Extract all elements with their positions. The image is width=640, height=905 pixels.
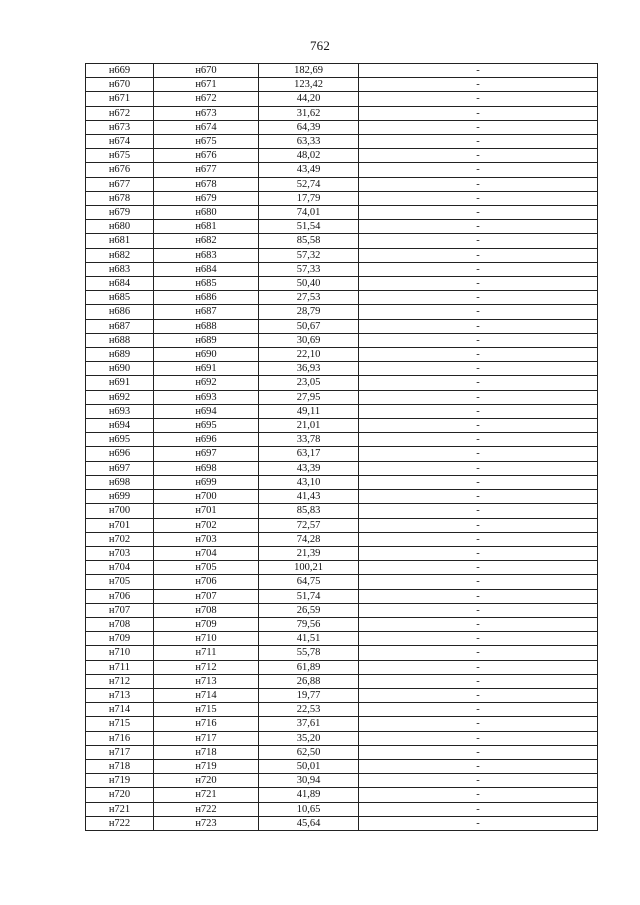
cell-point-from: н696 <box>86 447 154 461</box>
cell-point-to: н699 <box>154 475 259 489</box>
cell-point-from: н722 <box>86 816 154 830</box>
cell-dash: - <box>359 419 598 433</box>
cell-point-to: н679 <box>154 191 259 205</box>
cell-length: 28,79 <box>259 305 359 319</box>
cell-dash: - <box>359 632 598 646</box>
cell-length: 51,54 <box>259 220 359 234</box>
cell-point-to: н693 <box>154 390 259 404</box>
table-row <box>86 248 598 262</box>
cell-point-from: н695 <box>86 433 154 447</box>
cell-point-to: н680 <box>154 206 259 220</box>
cell-length: 31,62 <box>259 106 359 120</box>
table-row <box>86 788 598 802</box>
cell-dash: - <box>359 788 598 802</box>
cell-point-from: н671 <box>86 92 154 106</box>
cell-length: 182,69 <box>259 64 359 78</box>
cell-length: 17,79 <box>259 191 359 205</box>
cell-dash: - <box>359 717 598 731</box>
cell-point-to: н721 <box>154 788 259 802</box>
cell-dash: - <box>359 674 598 688</box>
cell-point-from: н714 <box>86 703 154 717</box>
table-row <box>86 603 598 617</box>
cell-length: 37,61 <box>259 717 359 731</box>
cell-length: 85,83 <box>259 504 359 518</box>
cell-point-to: н707 <box>154 589 259 603</box>
cell-point-to: н695 <box>154 419 259 433</box>
table-row <box>86 816 598 830</box>
cell-point-from: н689 <box>86 348 154 362</box>
table-row <box>86 532 598 546</box>
cell-length: 52,74 <box>259 177 359 191</box>
table-row <box>86 617 598 631</box>
cell-point-from: н716 <box>86 731 154 745</box>
table-row <box>86 589 598 603</box>
cell-point-from: н669 <box>86 64 154 78</box>
cell-point-to: н678 <box>154 177 259 191</box>
cell-length: 48,02 <box>259 149 359 163</box>
cell-point-from: н690 <box>86 362 154 376</box>
table-row <box>86 688 598 702</box>
cell-length: 72,57 <box>259 518 359 532</box>
cell-point-to: н672 <box>154 92 259 106</box>
table-row <box>86 504 598 518</box>
table-row <box>86 234 598 248</box>
cell-point-to: н718 <box>154 745 259 759</box>
cell-length: 43,49 <box>259 163 359 177</box>
cell-dash: - <box>359 745 598 759</box>
table-row <box>86 759 598 773</box>
cell-length: 85,58 <box>259 234 359 248</box>
cell-dash: - <box>359 78 598 92</box>
cell-point-to: н688 <box>154 319 259 333</box>
cell-point-to: н700 <box>154 490 259 504</box>
cell-dash: - <box>359 333 598 347</box>
table-row <box>86 433 598 447</box>
table-row <box>86 490 598 504</box>
cell-length: 21,39 <box>259 546 359 560</box>
table-row <box>86 660 598 674</box>
cell-dash: - <box>359 191 598 205</box>
cell-point-from: н673 <box>86 120 154 134</box>
cell-length: 36,93 <box>259 362 359 376</box>
table-row <box>86 92 598 106</box>
cell-point-from: н711 <box>86 660 154 674</box>
cell-length: 123,42 <box>259 78 359 92</box>
cell-point-from: н678 <box>86 191 154 205</box>
cell-point-to: н671 <box>154 78 259 92</box>
table-row <box>86 561 598 575</box>
cell-point-to: н703 <box>154 532 259 546</box>
cell-point-from: н717 <box>86 745 154 759</box>
cell-point-from: н710 <box>86 646 154 660</box>
cell-point-from: н712 <box>86 674 154 688</box>
cell-length: 61,89 <box>259 660 359 674</box>
table-row <box>86 191 598 205</box>
table-row <box>86 518 598 532</box>
cell-point-to: н712 <box>154 660 259 674</box>
cell-point-to: н694 <box>154 404 259 418</box>
cell-point-to: н684 <box>154 262 259 276</box>
cell-point-from: н719 <box>86 774 154 788</box>
cell-point-from: н698 <box>86 475 154 489</box>
table-row <box>86 319 598 333</box>
cell-point-from: н721 <box>86 802 154 816</box>
cell-dash: - <box>359 390 598 404</box>
cell-length: 19,77 <box>259 688 359 702</box>
cell-dash: - <box>359 234 598 248</box>
cell-dash: - <box>359 518 598 532</box>
cell-point-to: н683 <box>154 248 259 262</box>
cell-length: 50,67 <box>259 319 359 333</box>
cell-point-from: н687 <box>86 319 154 333</box>
cell-dash: - <box>359 220 598 234</box>
cell-length: 22,10 <box>259 348 359 362</box>
cell-point-from: н699 <box>86 490 154 504</box>
cell-point-from: н718 <box>86 759 154 773</box>
cell-length: 51,74 <box>259 589 359 603</box>
cell-point-from: н692 <box>86 390 154 404</box>
table-row <box>86 149 598 163</box>
cell-point-from: н672 <box>86 106 154 120</box>
cell-length: 44,20 <box>259 92 359 106</box>
cell-length: 63,17 <box>259 447 359 461</box>
cell-dash: - <box>359 532 598 546</box>
cell-dash: - <box>359 617 598 631</box>
table-row <box>86 674 598 688</box>
table-row <box>86 277 598 291</box>
cell-point-to: н677 <box>154 163 259 177</box>
cell-dash: - <box>359 802 598 816</box>
cell-dash: - <box>359 816 598 830</box>
cell-dash: - <box>359 703 598 717</box>
cell-dash: - <box>359 660 598 674</box>
cell-point-to: н719 <box>154 759 259 773</box>
cell-point-from: н680 <box>86 220 154 234</box>
cell-point-to: н681 <box>154 220 259 234</box>
cell-point-from: н697 <box>86 461 154 475</box>
cell-dash: - <box>359 504 598 518</box>
table-body <box>86 64 598 831</box>
table-row <box>86 64 598 78</box>
cell-point-to: н709 <box>154 617 259 631</box>
cell-point-from: н702 <box>86 532 154 546</box>
cell-length: 55,78 <box>259 646 359 660</box>
cell-length: 30,94 <box>259 774 359 788</box>
cell-point-to: н682 <box>154 234 259 248</box>
cell-dash: - <box>359 731 598 745</box>
cell-point-from: н684 <box>86 277 154 291</box>
cell-point-from: н670 <box>86 78 154 92</box>
table-row <box>86 291 598 305</box>
cell-point-from: н708 <box>86 617 154 631</box>
cell-length: 41,51 <box>259 632 359 646</box>
cell-point-to: н685 <box>154 277 259 291</box>
cell-length: 33,78 <box>259 433 359 447</box>
table-row <box>86 177 598 191</box>
cell-dash: - <box>359 64 598 78</box>
table-row <box>86 632 598 646</box>
cell-point-to: н716 <box>154 717 259 731</box>
cell-length: 57,33 <box>259 262 359 276</box>
cell-dash: - <box>359 163 598 177</box>
table-row <box>86 774 598 788</box>
cell-length: 63,33 <box>259 135 359 149</box>
cell-dash: - <box>359 404 598 418</box>
cell-dash: - <box>359 177 598 191</box>
table-row <box>86 78 598 92</box>
cell-length: 49,11 <box>259 404 359 418</box>
table-row <box>86 646 598 660</box>
cell-point-from: н688 <box>86 333 154 347</box>
cell-point-from: н713 <box>86 688 154 702</box>
cell-point-from: н704 <box>86 561 154 575</box>
cell-point-from: н683 <box>86 262 154 276</box>
cell-point-to: н705 <box>154 561 259 575</box>
table-row <box>86 717 598 731</box>
cell-dash: - <box>359 248 598 262</box>
cell-dash: - <box>359 149 598 163</box>
cell-length: 23,05 <box>259 376 359 390</box>
cell-dash: - <box>359 603 598 617</box>
cell-point-to: н715 <box>154 703 259 717</box>
table-row <box>86 206 598 220</box>
cell-point-to: н704 <box>154 546 259 560</box>
cell-point-to: н687 <box>154 305 259 319</box>
cell-dash: - <box>359 262 598 276</box>
cell-point-to: н714 <box>154 688 259 702</box>
cell-point-to: н673 <box>154 106 259 120</box>
table-row <box>86 120 598 134</box>
cell-dash: - <box>359 774 598 788</box>
cell-dash: - <box>359 106 598 120</box>
cell-point-to: н689 <box>154 333 259 347</box>
cell-length: 30,69 <box>259 333 359 347</box>
table-row <box>86 404 598 418</box>
cell-length: 41,89 <box>259 788 359 802</box>
cell-point-from: н709 <box>86 632 154 646</box>
cell-dash: - <box>359 475 598 489</box>
cell-dash: - <box>359 759 598 773</box>
cell-point-from: н674 <box>86 135 154 149</box>
cell-length: 27,53 <box>259 291 359 305</box>
table-row <box>86 475 598 489</box>
table-row <box>86 745 598 759</box>
cell-dash: - <box>359 277 598 291</box>
cell-dash: - <box>359 575 598 589</box>
cell-dash: - <box>359 135 598 149</box>
cell-length: 64,39 <box>259 120 359 134</box>
table-row <box>86 461 598 475</box>
table-row <box>86 703 598 717</box>
cell-point-from: н700 <box>86 504 154 518</box>
cell-point-from: н694 <box>86 419 154 433</box>
cell-point-to: н696 <box>154 433 259 447</box>
cell-dash: - <box>359 376 598 390</box>
cell-point-to: н711 <box>154 646 259 660</box>
cell-dash: - <box>359 589 598 603</box>
table-row <box>86 305 598 319</box>
cell-length: 41,43 <box>259 490 359 504</box>
cell-length: 27,95 <box>259 390 359 404</box>
cell-point-from: н715 <box>86 717 154 731</box>
cell-dash: - <box>359 646 598 660</box>
cell-length: 43,10 <box>259 475 359 489</box>
cell-dash: - <box>359 206 598 220</box>
table-row <box>86 362 598 376</box>
table-row <box>86 376 598 390</box>
cell-length: 64,75 <box>259 575 359 589</box>
cell-point-to: н708 <box>154 603 259 617</box>
table-row <box>86 348 598 362</box>
cell-point-from: н682 <box>86 248 154 262</box>
cell-point-from: н675 <box>86 149 154 163</box>
table-row <box>86 802 598 816</box>
cell-length: 35,20 <box>259 731 359 745</box>
table-row <box>86 262 598 276</box>
cell-point-from: н691 <box>86 376 154 390</box>
cell-point-from: н701 <box>86 518 154 532</box>
cell-length: 79,56 <box>259 617 359 631</box>
cell-point-to: н692 <box>154 376 259 390</box>
table-row <box>86 106 598 120</box>
cell-length: 74,28 <box>259 532 359 546</box>
cell-length: 26,59 <box>259 603 359 617</box>
cell-dash: - <box>359 92 598 106</box>
cell-length: 74,01 <box>259 206 359 220</box>
cell-point-to: н674 <box>154 120 259 134</box>
cell-length: 22,53 <box>259 703 359 717</box>
cell-length: 50,01 <box>259 759 359 773</box>
cell-point-to: н720 <box>154 774 259 788</box>
cell-point-from: н706 <box>86 589 154 603</box>
table-row <box>86 390 598 404</box>
cell-point-to: н702 <box>154 518 259 532</box>
cell-point-to: н676 <box>154 149 259 163</box>
table-row <box>86 447 598 461</box>
cell-dash: - <box>359 362 598 376</box>
cell-point-from: н676 <box>86 163 154 177</box>
cell-point-to: н686 <box>154 291 259 305</box>
cell-point-from: н686 <box>86 305 154 319</box>
cell-point-from: н677 <box>86 177 154 191</box>
cell-point-to: н675 <box>154 135 259 149</box>
cell-point-to: н701 <box>154 504 259 518</box>
cell-dash: - <box>359 688 598 702</box>
cell-dash: - <box>359 561 598 575</box>
cell-dash: - <box>359 305 598 319</box>
cell-point-to: н670 <box>154 64 259 78</box>
cell-dash: - <box>359 447 598 461</box>
cell-point-to: н690 <box>154 348 259 362</box>
cell-dash: - <box>359 433 598 447</box>
cell-length: 43,39 <box>259 461 359 475</box>
cell-point-to: н723 <box>154 816 259 830</box>
table-row <box>86 220 598 234</box>
cell-dash: - <box>359 120 598 134</box>
cell-point-from: н693 <box>86 404 154 418</box>
cell-length: 50,40 <box>259 277 359 291</box>
cell-point-to: н697 <box>154 447 259 461</box>
cell-length: 10,65 <box>259 802 359 816</box>
boundary-table <box>85 63 598 831</box>
cell-length: 21,01 <box>259 419 359 433</box>
cell-point-from: н679 <box>86 206 154 220</box>
cell-point-from: н685 <box>86 291 154 305</box>
cell-point-to: н698 <box>154 461 259 475</box>
cell-point-to: н717 <box>154 731 259 745</box>
cell-dash: - <box>359 348 598 362</box>
cell-point-from: н707 <box>86 603 154 617</box>
cell-point-from: н703 <box>86 546 154 560</box>
cell-point-to: н722 <box>154 802 259 816</box>
cell-point-from: н681 <box>86 234 154 248</box>
cell-dash: - <box>359 291 598 305</box>
table-row <box>86 163 598 177</box>
cell-dash: - <box>359 546 598 560</box>
cell-length: 26,88 <box>259 674 359 688</box>
cell-length: 100,21 <box>259 561 359 575</box>
cell-point-to: н706 <box>154 575 259 589</box>
table-row <box>86 135 598 149</box>
cell-point-to: н710 <box>154 632 259 646</box>
table-row <box>86 333 598 347</box>
cell-point-from: н705 <box>86 575 154 589</box>
table-row <box>86 546 598 560</box>
cell-point-from: н720 <box>86 788 154 802</box>
cell-length: 62,50 <box>259 745 359 759</box>
page-number: 762 <box>309 38 331 53</box>
table-row <box>86 731 598 745</box>
table-row <box>86 419 598 433</box>
table-row <box>86 575 598 589</box>
cell-length: 57,32 <box>259 248 359 262</box>
cell-dash: - <box>359 490 598 504</box>
cell-length: 45,64 <box>259 816 359 830</box>
cell-point-to: н691 <box>154 362 259 376</box>
cell-dash: - <box>359 461 598 475</box>
cell-dash: - <box>359 319 598 333</box>
cell-point-to: н713 <box>154 674 259 688</box>
